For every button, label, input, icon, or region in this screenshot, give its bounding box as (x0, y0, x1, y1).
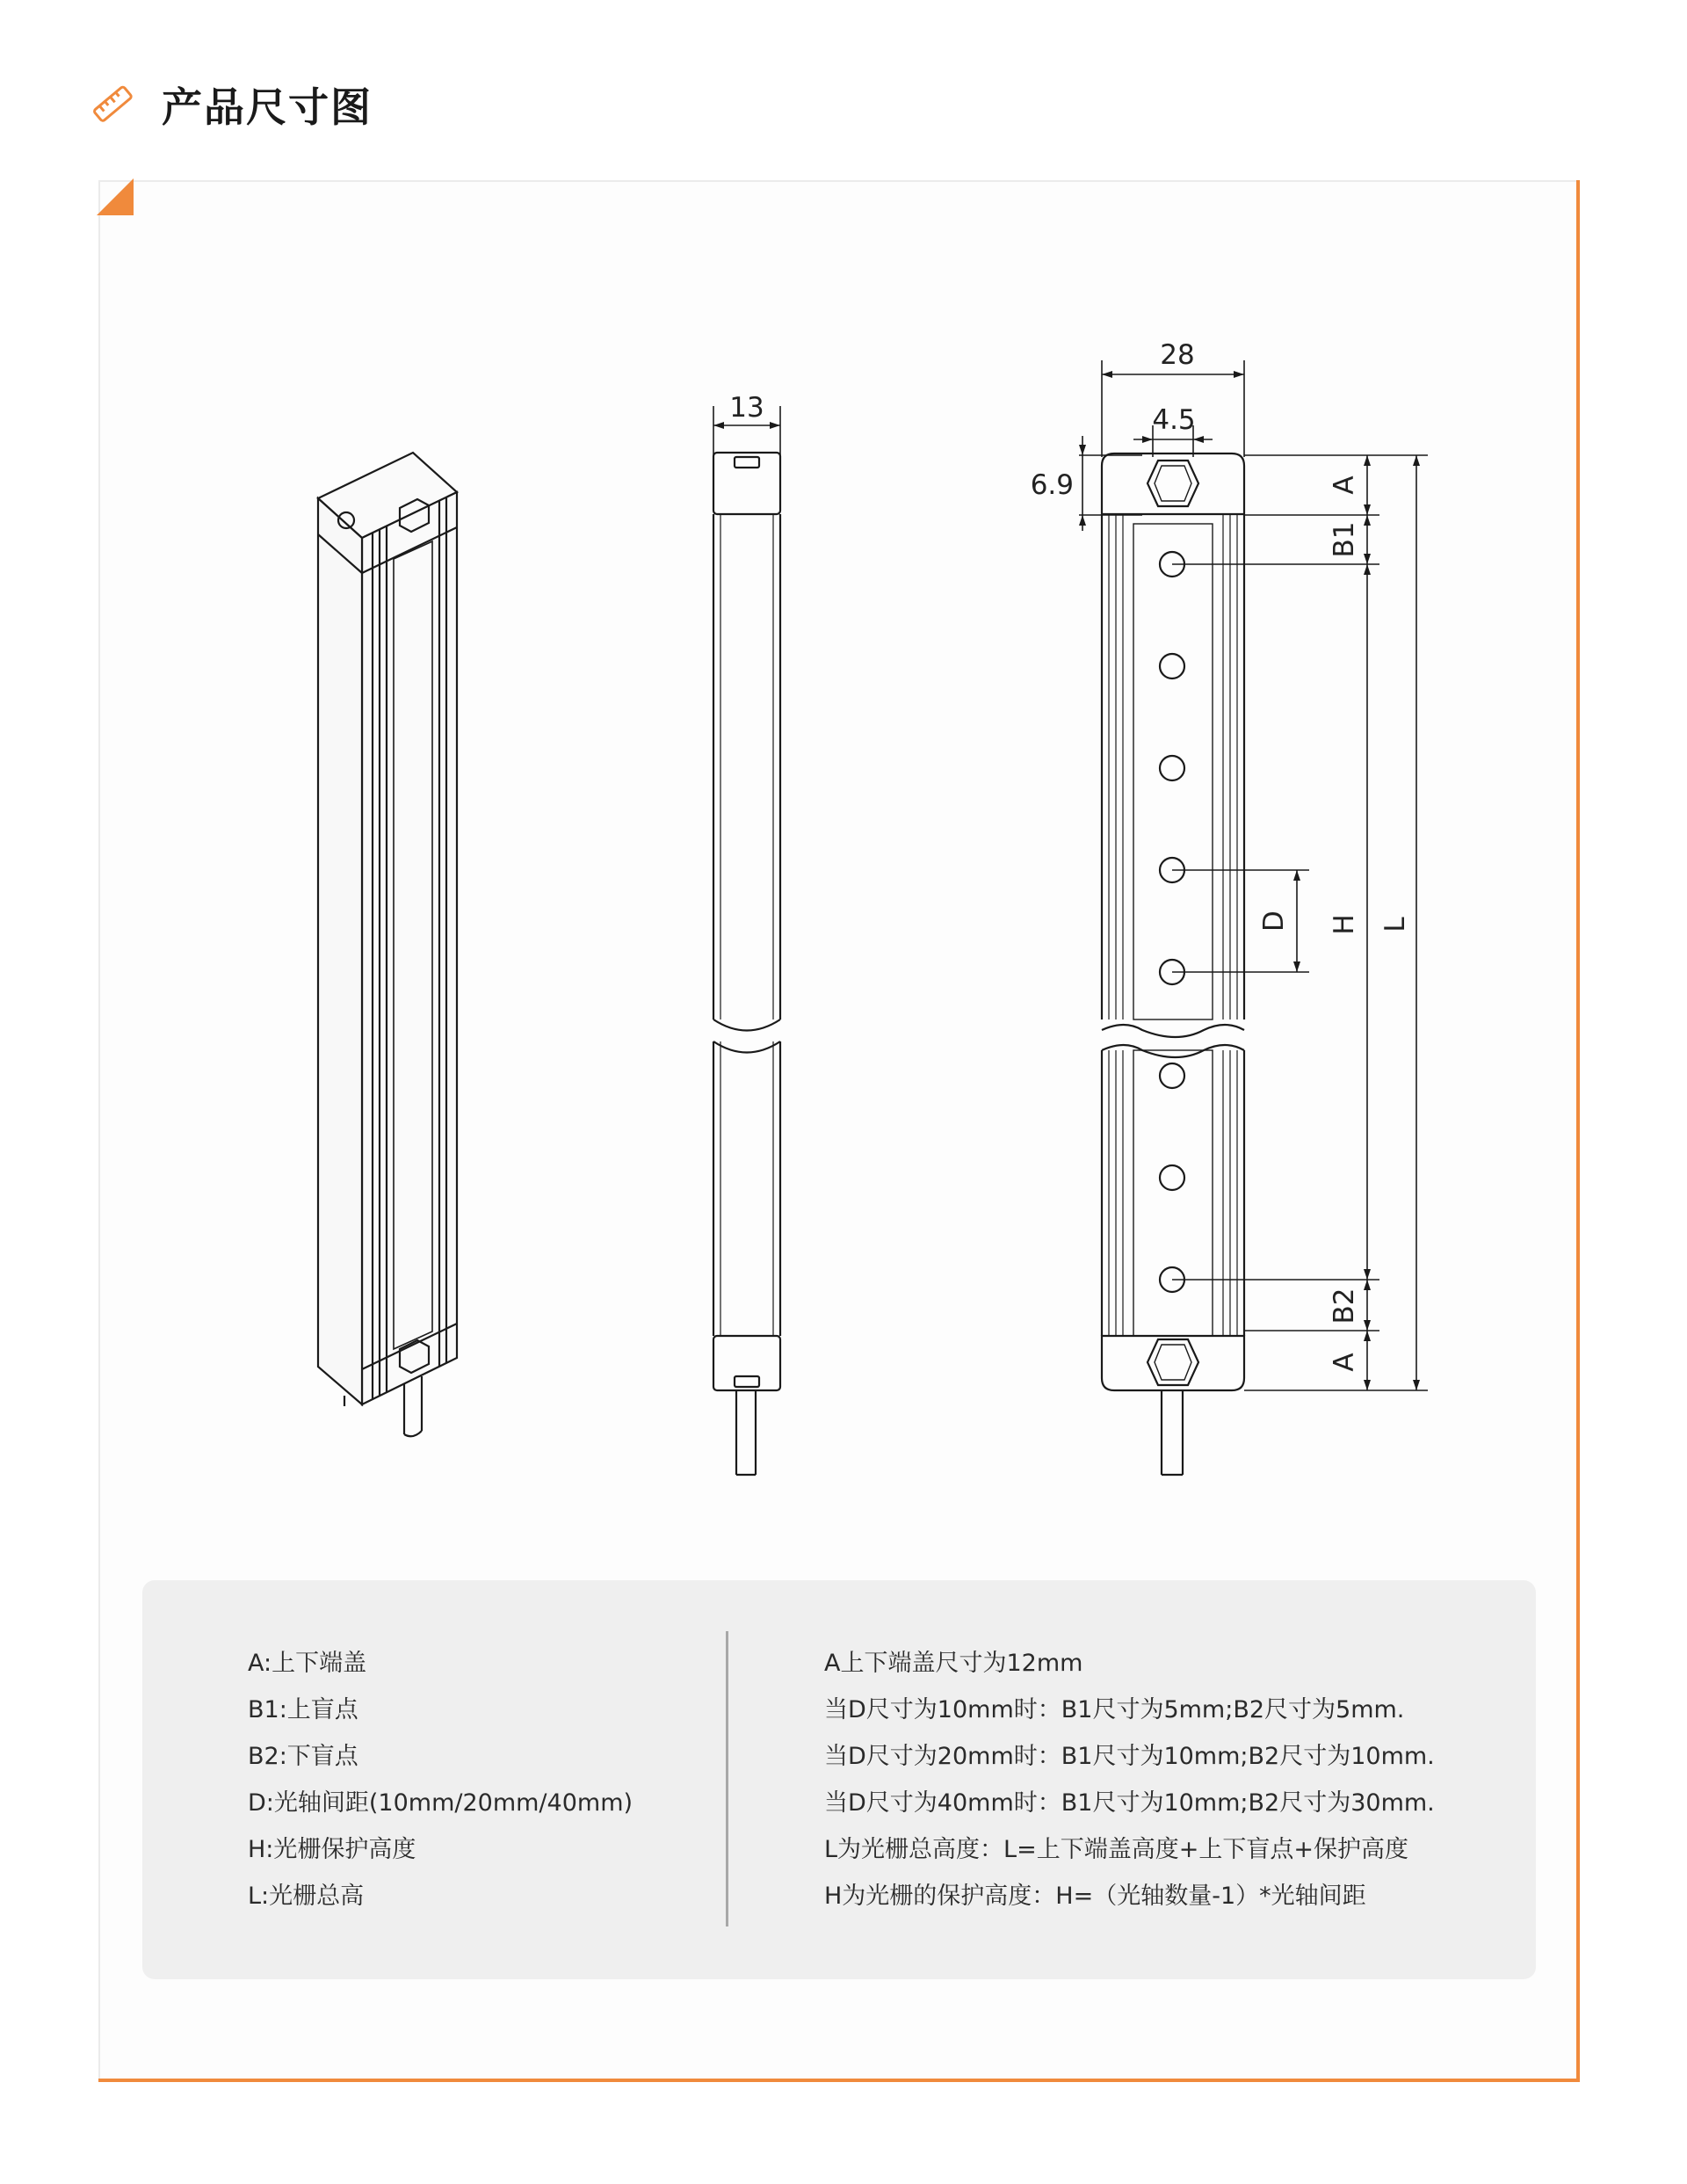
dim-blind-bottom-label: B2 (1329, 1288, 1360, 1324)
legend-rule: 当D尺寸为20mm时：B1尺寸为10mm;B2尺寸为10mm. (824, 1743, 1435, 1770)
legend-item: H:光栅保护高度 (248, 1836, 416, 1863)
page-title: 产品尺寸图 (162, 83, 373, 131)
dim-total-length-label: L (1379, 917, 1411, 932)
dim-protect-height-label: H (1329, 914, 1360, 935)
legend-rule: A上下端盖尺寸为12mm (824, 1650, 1083, 1677)
legend-rule: H为光栅的保护高度：H=（光轴数量-1）*光轴间距 (824, 1883, 1366, 1910)
legend-definitions (248, 1640, 633, 1919)
legend-divider (726, 1631, 728, 1926)
dim-depth-label: 13 (729, 392, 764, 424)
dim-beam-pitch-label: D (1258, 911, 1290, 932)
front-view (1031, 339, 1428, 1475)
legend-item: D:光轴间距(10mm/20mm/40mm) (248, 1789, 634, 1817)
dim-hole-spacing-label: 4.5 (1152, 404, 1196, 436)
legend-rules (824, 1640, 1435, 1919)
dim-cap-top-label: A (1329, 475, 1360, 495)
dim-hole-offset-label: 6.9 (1030, 469, 1074, 501)
legend-rule: 当D尺寸为40mm时：B1尺寸为10mm;B2尺寸为30mm. (824, 1789, 1435, 1817)
legend-item: A:上下端盖 (248, 1650, 367, 1677)
legend-rule: 当D尺寸为10mm时：B1尺寸为5mm;B2尺寸为5mm. (824, 1696, 1405, 1723)
isometric-view (318, 453, 457, 1436)
side-view (713, 392, 780, 1475)
legend-item: B1:上盲点 (248, 1696, 358, 1723)
legend-rule: L为光栅总高度：L=上下端盖高度+上下盲点+保护高度 (824, 1836, 1408, 1863)
dim-blind-top-label: B1 (1329, 521, 1360, 558)
legend-item: B2:下盲点 (248, 1743, 358, 1770)
legend-item: L:光栅总高 (248, 1883, 365, 1910)
legend-box (142, 1580, 1536, 1979)
dim-cap-bottom-label: A (1329, 1353, 1360, 1372)
dim-width-label: 28 (1160, 339, 1195, 371)
